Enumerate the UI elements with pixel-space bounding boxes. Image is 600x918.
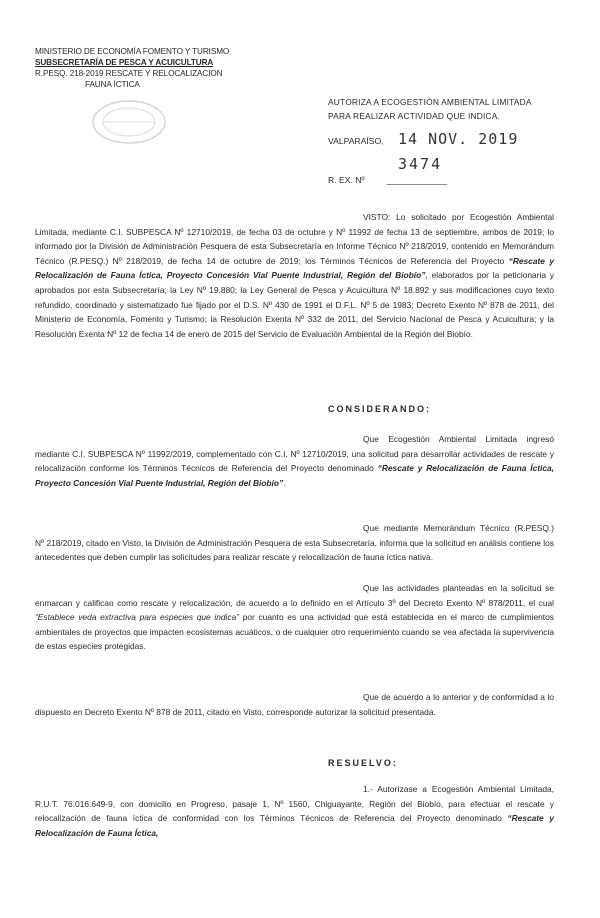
res-p1-project-name: “Rescate y Relocalización de Fauna Íctica, <box>35 813 554 838</box>
cons-p3-decree-title: “Establece veda extractiva para especies que indica” <box>35 612 240 623</box>
considerando-paragraph-4: Que de acuerdo a lo anterior y de conformidad a lo dispuesto en Decreto Exento Nº 878 de 2011, citado en Visto, corresponde autorizar la solicitud presentada. <box>35 692 554 717</box>
cons-p1-project-name: “Rescate y Relocalización de Fauna Íctica, Proyecto Concesión Vial Puente Industrial, Región del Biobío” <box>35 463 554 488</box>
cons-p1-text-a: Que Ecogestión Ambiental Limitada ingresó mediante C.I. SUBPESCA Nº 11992/2019, complementado con C.I. Nº 12710/2019, una solicitud para desarrollar actividades de rescate y relocalización conforme los Términos Técnicos de Referencia del Proyecto denominado <box>35 434 554 474</box>
date-stamp: 14 NOV. 2019 <box>398 130 519 148</box>
cons-p3-text-c: por cuanto es una actividad que está establecida en el marco de cumplimientos ambientales de proyectos que impacten ecosistemas acuáticos, o de cualquier otro requerimiento cuando se vea afectada la supervivencia de estas especies protegidas. <box>35 612 554 652</box>
cons-p1-text-c: . <box>283 477 286 488</box>
faded-stamp-seal <box>90 98 168 146</box>
subject-line-2: PARA REALIZAR ACTIVIDAD QUE INDICA. <box>328 111 501 121</box>
visto-project-name: “Rescate y Relocalización de Fauna Íctica, Proyecto Concesión Vial Puente Industrial, Región del Biobío” <box>35 255 554 281</box>
visto-text-c: , elaborados por la peticionaria y aprobados por esta Subsecretaría; la Ley Nº 19.880; la Ley General de Pesca y Acuicultura Nº 18.892 y sus modificaciones cuyo texto refundido, coordinado y sistematizado fue fijado por el D.S. Nº 430 de 1991 el D.F.L. Nº 5 de 1983; Decreto Exento Nº 878 de 2011, del Ministerio de Economía, Fomento y Turismo; la Resolución Exenta Nº 332 de 2011, del Servicio Nacional de Pesca y Acuicultura; y la Resolución Exenta Nº 12 de fecha 14 de enero de 2015 del Servicio de Evaluación Ambiental de la Región del Biobío. <box>35 270 554 339</box>
header-subsecretaria: SUBSECRETARÍA DE PESCA Y ACUICULTURA <box>35 58 214 67</box>
rex-blank: ______________ <box>386 175 447 185</box>
considerando-heading: CONSIDERANDO: <box>328 404 432 414</box>
header-ministry: MINISTERIO DE ECONOMÍA FOMENTO Y TURISMO <box>35 47 230 56</box>
resolution-number-stamp: 3474 <box>398 155 443 173</box>
rex-label: R. EX. Nº <box>328 175 365 185</box>
res-p1-text-a: 1.- Autorízase a Ecogestión Ambiental Limitada, R.U.T. 76.016.649-9, con domicilio en Progreso, pasaje 1, Nº 1560, Chiguayante, Región del Biobío, para efectuar el rescate y relocalización de fauna íctica de conformidad con los Términos Técnicos de Referencia del Proyecto denominado <box>35 784 554 824</box>
considerando-paragraph-3 <box>35 581 554 654</box>
resuelvo-heading: RESUELVO: <box>328 758 398 768</box>
cons-p3-text-a: Que las actividades planteadas en la solicitud se enmarcan y califican como rescate y relocalización, de acuerdo a lo definido en el Artículo 3º del Decreto Exento Nº 878/2011, el cual <box>35 583 554 608</box>
header-reference: R.PESQ. 218-2019 RESCATE Y RELOCALIZACION <box>35 69 223 78</box>
considerando-paragraph-1 <box>35 432 554 490</box>
ministry-header <box>35 46 255 90</box>
visto-paragraph <box>35 210 554 341</box>
subject-line-1: AUTORIZA A ECOGESTIÓN AMBIENTAL LIMITADA <box>328 97 532 107</box>
resolution-subject <box>328 95 532 123</box>
resuelvo-paragraph-1 <box>35 782 554 840</box>
considerando-paragraph-2: Que mediante Memorándum Técnico (R.PESQ.) Nº 218/2019, citado en Visto, la División de Administración Pesquera de esta Subsecretaría, informa que la solicitud en análisis contiene los antecedentes que deben cumplir las solicitudes para realizar rescate y relocalización de fauna íctica nativa. <box>35 523 554 563</box>
date-label: VALPARAÍSO, <box>328 136 384 146</box>
header-topic: FAUNA ÍCTICA <box>85 80 140 89</box>
rex-line <box>328 175 447 185</box>
visto-text-a: VISTO: Lo solicitado por Ecogestión Ambiental Limitada, mediante C.I. SUBPESCA Nº 12710/2019, de fecha 03 de octubre y Nº 11992 de fecha 13 de septiembre, ambos de 2019; lo informado por la División de Administración Pesquera de esta Subsecretaría en Informe Técnico Nº 218/2019, contenido en Memorándum Técnico (R.PESQ.) Nº 218/2019, de fecha 14 de octubre de 2019; los Términos Técnicos de Referencia del Proyecto <box>35 212 554 266</box>
